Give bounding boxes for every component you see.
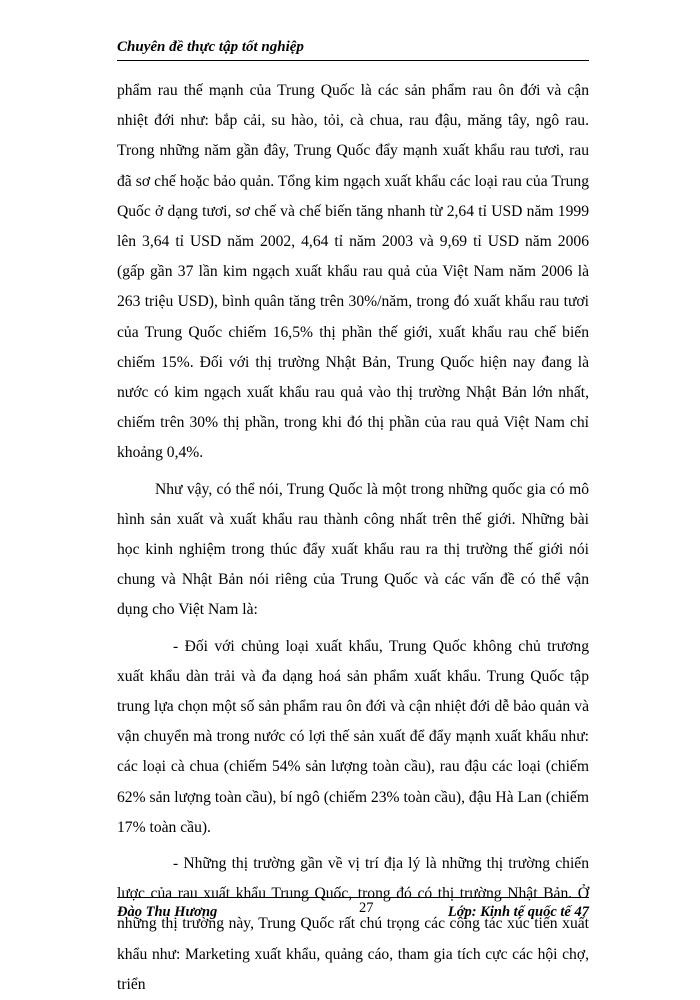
paragraph-continuation: phẩm rau thế mạnh của Trung Quốc là các sản phẩm rau ôn đới và cận nhiệt đới như: bắp cải, su hào, tỏi, cà chua, rau đậu, măng tây, ngô rau. Trong những năm gần đây, Trung Quốc đẩy mạnh xuất khẩu rau tươi, rau đã sơ chế hoặc bảo quản. Tổng kim ngạch xuất khẩu các loại rau của Trung Quốc ở dạng tươi, sơ chế và chế biến tăng nhanh từ 2,64 tỉ USD năm 1999 lên 3,64 tỉ USD năm 2002, 4,64 tỉ năm 2003 và 9,69 tỉ USD năm 2006 (gấp gần 37 lần kim ngạch xuất khẩu rau quả của Việt Nam năm 2006 là 263 triệu USD), bình quân tăng trên 30%/năm, trong đó xuất khẩu rau tươi của Trung Quốc chiếm 16,5% thị phần thế giới, xuất khẩu rau chế biến chiếm 15%. Đối với thị trường Nhật Bản, Trung Quốc hiện nay đang là nước có kim ngạch xuất khẩu rau quả vào thị trường Nhật Bản lớn nhất, chiếm trên 30% thị phần, trong khi đó thị phần của rau quả Việt Nam chỉ khoảng 0,4%. bbox=[117, 82, 589, 462]
page-footer bbox=[117, 900, 589, 920]
paragraph-summary: Như vậy, có thể nói, Trung Quốc là một trong những quốc gia có mô hình sản xuất và xuất khẩu rau thành công nhất trên thế giới. Những bài học kinh nghiệm trong thúc đẩy xuất khẩu rau ra thị trường thế giới nói chung và Nhật Bản nói riêng của Trung Quốc và các vấn đề có thể vận dụng cho Việt Nam là: bbox=[117, 480, 589, 619]
document-body bbox=[117, 76, 589, 1000]
paragraph-bullet-market: - Những thị trường gần về vị trí địa lý là những thị trường chiến lược của rau xuất khẩu Trung Quốc, trong đó có thị trường Nhật Bản. Ở những thị trường này, Trung Quốc rất chú trọng các công tác xúc tiến xuất khẩu như: Marketing xuất khẩu, quảng cáo, tham gia tích cực các hội chợ, triển bbox=[117, 855, 589, 993]
footer-divider bbox=[117, 897, 589, 898]
paragraph-bullet-product: - Đối với chủng loại xuất khẩu, Trung Quốc không chủ trương xuất khẩu dàn trải và đa dạng hoá sản phẩm xuất khẩu. Trung Quốc tập trung lựa chọn một số sản phẩm rau ôn đới và cận nhiệt đới dễ bảo quản và vận chuyển mà trong nước có lợi thế sản xuất để đẩy mạnh xuất khẩu như: các loại cà chua (chiếm 54% sản lượng toàn cầu), rau đậu các loại (chiếm 62% sản lượng toàn cầu), bí ngô (chiếm 23% toàn cầu), đậu Hà Lan (chiếm 17% toàn cầu). bbox=[117, 637, 589, 836]
footer-class: Lớp: Kinh tế quốc tế 47 bbox=[447, 904, 589, 920]
page-number: 27 bbox=[359, 900, 374, 916]
page-header bbox=[117, 38, 587, 56]
footer-author: Đào Thu Hương bbox=[117, 904, 218, 920]
header-divider bbox=[117, 60, 589, 61]
header-title: Chuyên đề thực tập tốt nghiệp bbox=[117, 39, 304, 55]
